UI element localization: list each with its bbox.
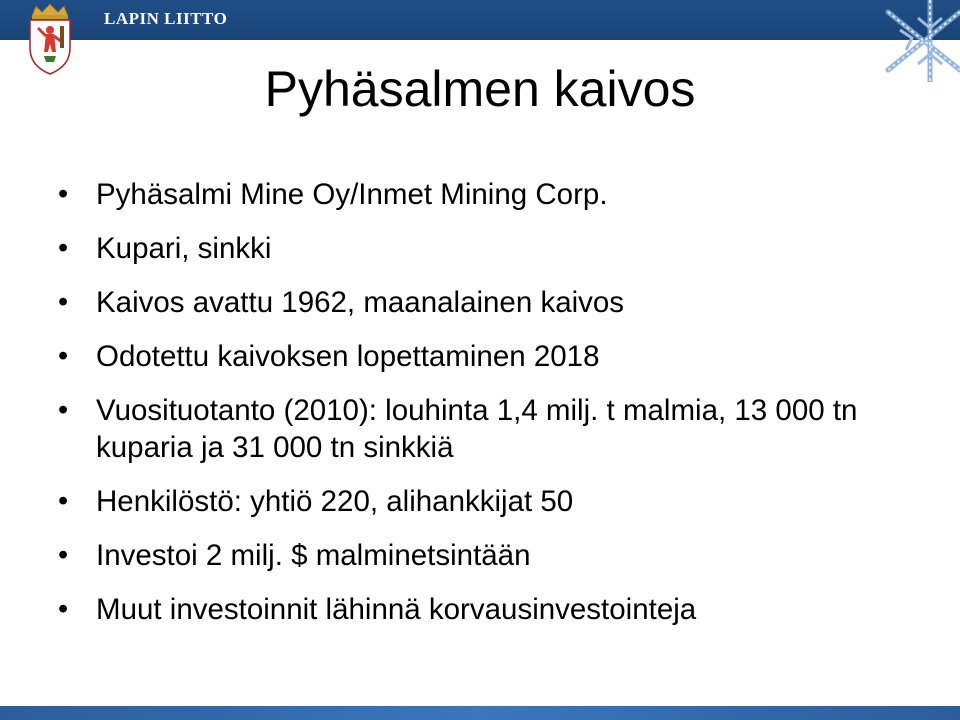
- bullet-icon: •: [58, 232, 69, 264]
- list-item-text: Kaivos avattu 1962, maanalainen kaivos: [96, 286, 625, 319]
- bullet-icon: •: [58, 178, 69, 210]
- list-item-text: Henkilöstö: yhtiö 220, alihankkijat 50: [96, 485, 574, 518]
- list-item-text: Vuosituotanto (2010): louhinta 1,4 milj. t malmia, 13 000 tn kuparia ja 31 000 tn sinkkiä: [96, 394, 858, 464]
- organization-name: LAPIN LIITTO: [104, 9, 228, 28]
- bullet-icon: •: [58, 485, 69, 517]
- list-item-text: Investoi 2 milj. $ malminetsintään: [96, 539, 531, 572]
- list-item-text: Odotettu kaivoksen lopettaminen 2018: [96, 340, 600, 373]
- list-item-text: Pyhäsalmi Mine Oy/Inmet Mining Corp.: [96, 178, 608, 211]
- list-item-text: Kupari, sinkki: [96, 232, 272, 265]
- bullet-icon: •: [58, 593, 69, 625]
- list-item: [54, 537, 934, 574]
- list-item: [54, 483, 934, 520]
- bullet-icon: •: [58, 286, 69, 318]
- list-item: [54, 176, 934, 213]
- bullet-icon: •: [58, 539, 69, 571]
- footer-bar: [0, 706, 960, 720]
- slide-title: Pyhäsalmen kaivos: [264, 61, 696, 117]
- list-item: [54, 284, 934, 321]
- list-item: [54, 230, 934, 267]
- bullet-icon: •: [58, 340, 69, 372]
- bullet-icon: •: [58, 394, 69, 426]
- list-item: [54, 392, 934, 466]
- bullet-list: [54, 176, 934, 645]
- list-item: [54, 591, 934, 628]
- list-item-text: Muut investoinnit lähinnä korvausinvestointeja: [96, 593, 697, 626]
- list-item: [54, 338, 934, 375]
